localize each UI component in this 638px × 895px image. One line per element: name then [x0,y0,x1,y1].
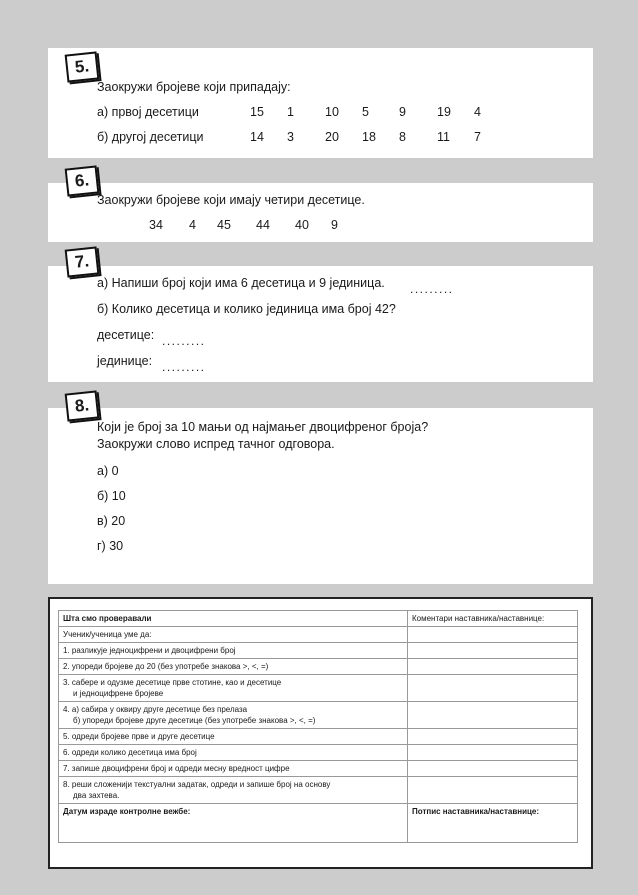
task-5-b-value: 8 [399,130,406,144]
task-7-tens-label: десетице: [97,328,155,342]
checklist-item-line-2: и једноцифрене бројеве [73,689,164,698]
task-8-option-d[interactable]: г) 30 [97,539,124,553]
task-5-a-value: 15 [250,105,264,119]
checklist-comment-cell[interactable] [408,675,578,702]
table-row [59,675,578,702]
checklist-comment-cell[interactable] [408,777,578,804]
checklist-item: 5. одреди бројеве прве и друге десетице [59,729,408,745]
checklist-signature-label: Потпис наставника/наставнице: [408,804,578,843]
task-6-value: 9 [331,218,338,232]
table-row [59,729,578,745]
checklist-table [58,610,578,843]
task-5-a-value: 1 [287,105,294,119]
task-8-question-line-1: Који је број за 10 мањи од најмањег двоцифреног броја? [97,420,429,434]
task-5-row-b-label: б) другој десетици [97,130,204,144]
checklist-comment-cell[interactable] [408,729,578,745]
task-7-tens-blank[interactable]: ......... [162,334,206,348]
table-row [59,643,578,659]
task-5-row-a-label: а) првој десетици [97,105,199,119]
task-6-value: 44 [256,218,270,232]
task-7-number-badge: 7. [65,246,100,277]
checklist-comment-cell[interactable] [408,643,578,659]
checklist-comment-cell[interactable] [408,761,578,777]
task-6-number-badge: 6. [65,165,100,196]
checklist-header-right: Коментари наставника/наставнице: [408,611,578,627]
task-6-value: 34 [149,218,163,232]
task-5-number-badge: 5. [65,51,100,82]
checklist-footer-row [59,804,578,843]
task-5-b-value: 14 [250,130,264,144]
task-6-instruction: Заокружи бројеве који имају четири десетице. [97,193,365,207]
task-8-panel [48,408,593,584]
checklist-intro: Ученик/ученица уме да: [59,627,408,643]
checklist-item: 7. запише двоцифрени број и одреди месну вредност цифре [59,761,408,777]
checklist-comment-cell[interactable] [408,627,578,643]
task-7-part-a: а) Напиши број који има 6 десетица и 9 јединица. [97,276,385,290]
checklist-item-line-1: 4. а) сабира у оквиру друге десетице без прелаза [63,705,248,714]
task-5-b-value: 18 [362,130,376,144]
checklist-comment-cell[interactable] [408,702,578,729]
table-row [59,777,578,804]
task-5-b-value: 3 [287,130,294,144]
checklist-intro-row [59,627,578,643]
task-5-b-value: 11 [437,130,450,144]
checklist-item [59,702,408,729]
task-8-number-badge: 8. [65,390,100,421]
task-7-units-label: јединице: [97,354,153,368]
task-8-option-c[interactable]: в) 20 [97,514,126,528]
checklist-item: 1. разликује једноцифрени и двоцифрени број [59,643,408,659]
checklist-item-line-2: б) упореди бројеве друге десетице (без употребе знакова >, <, =) [73,716,316,725]
task-5-a-value: 9 [399,105,406,119]
task-6-value: 4 [189,218,196,232]
task-5-a-value: 4 [474,105,481,119]
task-5-b-value: 7 [474,130,481,144]
task-7-part-b: б) Колико десетица и колико јединица има број 42? [97,302,396,316]
task-8-option-b[interactable]: б) 10 [97,489,126,503]
task-5-b-value: 20 [325,130,339,144]
checklist-header-row [59,611,578,627]
task-6-panel [48,183,593,242]
task-5-a-value: 5 [362,105,369,119]
checklist-item [59,777,408,804]
task-8-option-a[interactable]: а) 0 [97,464,119,478]
task-7-part-a-blank[interactable]: ......... [410,282,454,296]
task-6-value: 40 [295,218,309,232]
checklist-item: 6. одреди колико десетица има број [59,745,408,761]
task-5-a-value: 19 [437,105,451,119]
checklist-date-label: Датум израде контролне вежбе: [59,804,408,843]
checklist-comment-cell[interactable] [408,659,578,675]
task-5-a-value: 10 [325,105,339,119]
checklist-item [59,675,408,702]
checklist-header-left: Шта смо проверавали [59,611,408,627]
checklist-item-line-1: 8. реши сложенији текстуални задатак, одреди и запише број на основу [63,780,331,789]
task-8-question-line-2: Заокружи слово испред тачног одговора. [97,437,335,451]
table-row [59,702,578,729]
task-5-instruction: Заокружи бројеве који припадају: [97,80,291,94]
table-row [59,659,578,675]
table-row [59,745,578,761]
checklist-item: 2. упореди бројеве до 20 (без употребе знакова >, <, =) [59,659,408,675]
checklist-item-line-1: 3. сабере и одузме десетице прве стотине, као и десетице [63,678,282,687]
checklist-item-line-2: два захтева. [73,791,120,800]
checklist-comment-cell[interactable] [408,745,578,761]
task-7-units-blank[interactable]: ......... [162,360,206,374]
task-6-value: 45 [217,218,231,232]
table-row [59,761,578,777]
